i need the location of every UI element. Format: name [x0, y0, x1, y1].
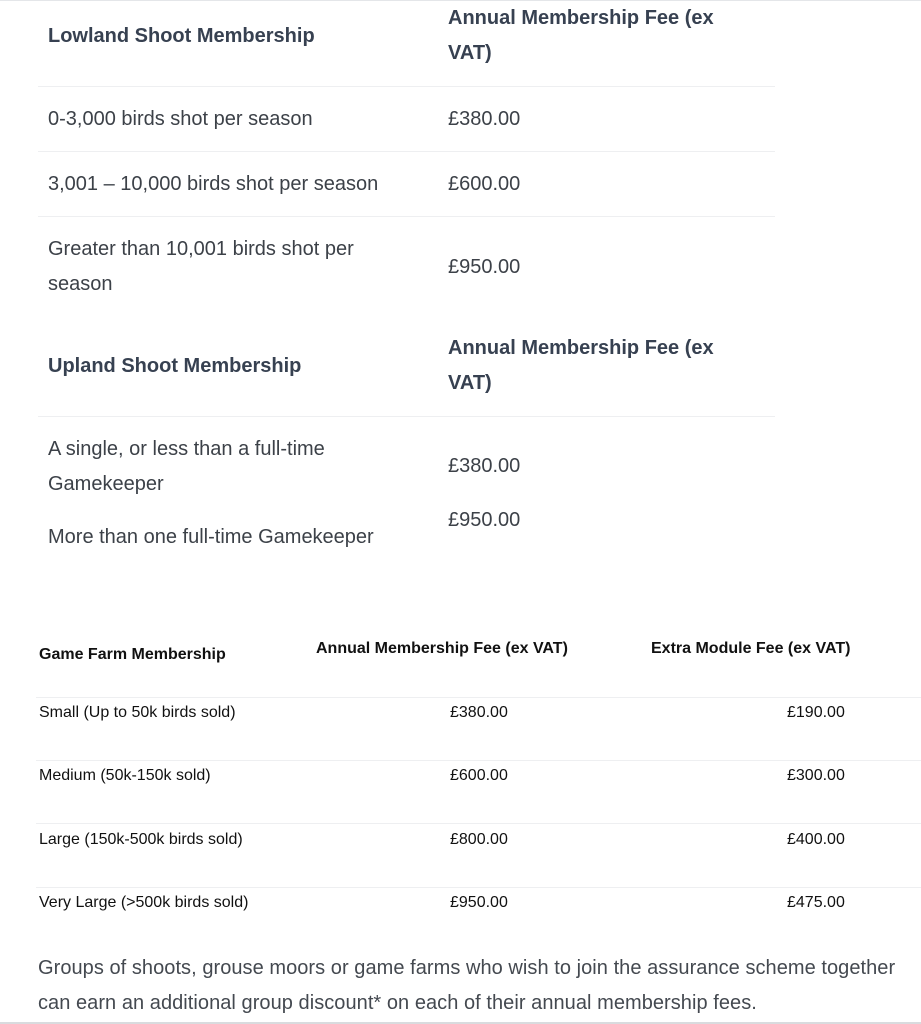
game-farm-row-3-label: Large (150k-500k birds sold) [39, 831, 243, 848]
lowland-row-2-label: 3,001 – 10,000 birds shot per season [48, 173, 379, 195]
game-farm-row-4-fee: £950.00 [450, 894, 508, 911]
game-farm-row-3-extra: £400.00 [787, 831, 845, 848]
game-farm-row-2-fee: £600.00 [450, 767, 508, 784]
lowland-row-2-fee: £600.00 [448, 173, 521, 195]
group-discount-note: Groups of shoots, grouse moors or game farms who wish to join the assurance scheme together can earn an additional group discount* on each of their annual membership fees. [38, 957, 896, 1014]
game-farm-row-3-fee: £800.00 [450, 831, 508, 848]
game-farm-row-1-fee: £380.00 [450, 704, 508, 721]
game-farm-row-2-extra: £300.00 [787, 767, 845, 784]
game-farm-header-extra: Extra Module Fee (ex VAT) [651, 640, 851, 657]
lowland-row-3-label: Greater than 10,001 birds shot per season [48, 238, 354, 295]
game-farm-row-1-label: Small (Up to 50k birds sold) [39, 704, 236, 721]
row-divider [36, 823, 921, 824]
game-farm-header-fee: Annual Membership Fee (ex VAT) [316, 640, 568, 657]
lowland-header-name: Lowland Shoot Membership [48, 24, 315, 47]
game-farm-row-2-label: Medium (50k-150k sold) [39, 767, 211, 784]
upland-row-2-fee: £950.00 [448, 509, 521, 531]
upland-row-2-label: More than one full-time Gamekeeper [48, 526, 374, 548]
game-farm-row-4-extra: £475.00 [787, 894, 845, 911]
row-divider [38, 416, 775, 417]
lowland-row-1-label: 0-3,000 birds shot per season [48, 108, 313, 130]
row-divider [38, 216, 775, 217]
row-divider [36, 760, 921, 761]
upland-row-1-fee: £380.00 [448, 455, 521, 477]
upland-header-fee: Annual Membership Fee (ex VAT) [448, 337, 714, 394]
row-divider [38, 86, 775, 87]
row-divider [38, 151, 775, 152]
row-divider [36, 697, 921, 698]
lowland-header-fee: Annual Membership Fee (ex VAT) [448, 7, 714, 64]
game-farm-row-1-extra: £190.00 [787, 704, 845, 721]
lowland-row-3-fee: £950.00 [448, 255, 521, 278]
game-farm-header-name: Game Farm Membership [39, 646, 226, 663]
upland-header-name: Upland Shoot Membership [48, 354, 302, 377]
lowland-row-1-fee: £380.00 [448, 108, 521, 130]
row-divider [36, 887, 921, 888]
game-farm-row-4-label: Very Large (>500k birds sold) [39, 894, 249, 911]
upland-row-1-label: A single, or less than a full-time Gamekeeper [48, 438, 325, 495]
